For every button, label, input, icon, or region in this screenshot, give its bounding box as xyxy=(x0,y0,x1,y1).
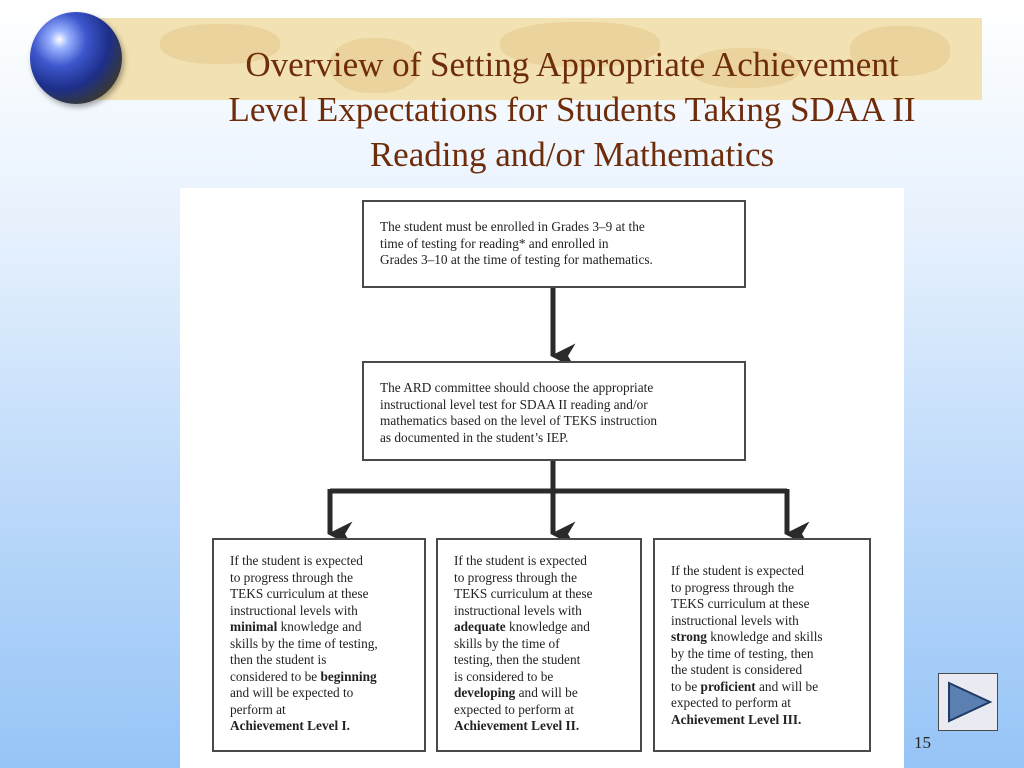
title-line-2: Level Expectations for Students Taking SDAA II xyxy=(228,90,916,129)
enrollment-box xyxy=(362,200,746,288)
level-two-box xyxy=(436,538,642,752)
enrollment-text: The student must be enrolled in Grades 3–9 at the time of testing for reading* and enrolled in Grades 3–10 at the time of testing for mathematics. xyxy=(380,219,653,267)
globe-icon xyxy=(30,12,122,104)
page-number: 15 xyxy=(914,733,931,752)
level-two-text: If the student is expected to progress through the TEKS curriculum at these instructional levels with adequate knowledge and skills by the time of testing, then the student is considered to be developing and will be expected to perform at Achievement Level II. xyxy=(454,553,593,733)
level-one-box xyxy=(212,538,426,752)
flowchart-panel xyxy=(180,188,904,768)
ard-committee-box xyxy=(362,361,746,461)
level-three-label: Achievement Level III. xyxy=(671,711,802,727)
level-one-label: Achievement Level I. xyxy=(230,718,351,733)
title-line-1: Overview of Setting Appropriate Achievement xyxy=(245,45,899,84)
title-line-3: Reading and/or Mathematics xyxy=(369,135,775,174)
level-two-status: developing xyxy=(454,685,516,700)
level-one-text: If the student is expected to progress through the TEKS curriculum at these instructional levels with minimal knowledge and skills by the time of testing, then the student is considered to be beginning and will be expected to perform at Achievement Level I. xyxy=(230,553,378,733)
level-three-knowledge: strong xyxy=(671,629,707,644)
level-three-box xyxy=(653,538,871,752)
next-slide-button[interactable] xyxy=(938,673,998,731)
level-one-status: beginning xyxy=(320,668,377,684)
next-arrow-icon xyxy=(939,674,997,730)
level-three-text: If the student is expected to progress through the TEKS curriculum at these instructional levels with strong knowledge and skills by the time of testing, then the student is considered to be proficient and will be expected to perform at Achievement Level III. xyxy=(671,563,823,727)
ard-committee-text: The ARD committee should choose the appropriate instructional level test for SDAA II reading and/or mathematics based on the level of TEKS instruction as documented in the student’s IEP. xyxy=(380,380,658,445)
slide-title xyxy=(130,42,1014,177)
level-three-status: proficient xyxy=(700,678,756,694)
level-one-knowledge: minimal xyxy=(230,619,278,634)
level-two-knowledge: adequate xyxy=(454,619,506,634)
level-two-label: Achievement Level II. xyxy=(454,718,580,733)
